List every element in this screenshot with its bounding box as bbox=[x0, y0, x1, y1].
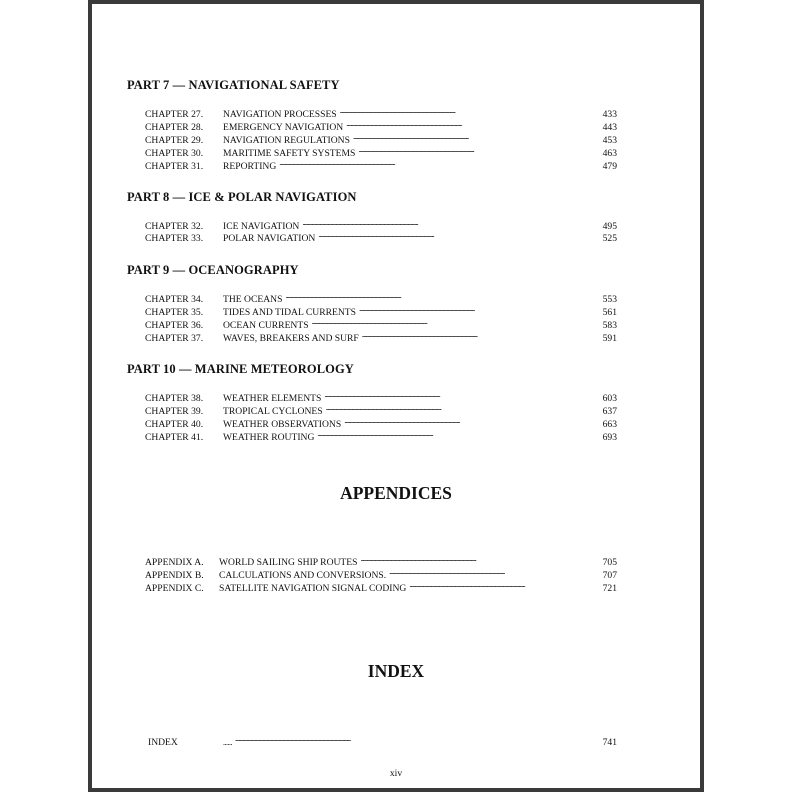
toc-entry-chapter-41[interactable] bbox=[145, 427, 617, 443]
page-number: 637 bbox=[602, 406, 617, 417]
appendices-heading: APPENDICES bbox=[340, 483, 452, 503]
appendix-label: APPENDIX C. bbox=[145, 583, 204, 594]
chapter-label: CHAPTER 41. bbox=[145, 432, 204, 443]
page-number: 553 bbox=[602, 294, 617, 305]
dot-leader bbox=[409, 578, 601, 591]
chapter-title: WEATHER OBSERVATIONS bbox=[223, 419, 342, 430]
chapter-label: CHAPTER 37. bbox=[145, 333, 204, 344]
dot-leader bbox=[235, 732, 602, 745]
page-number: 525 bbox=[602, 233, 617, 244]
chapter-title: NAVIGATION PROCESSES bbox=[223, 109, 337, 120]
chapter-label: CHAPTER 31. bbox=[145, 161, 204, 172]
chapter-title: WEATHER ELEMENTS bbox=[223, 393, 322, 404]
page-number: 663 bbox=[602, 419, 617, 430]
dot-leader bbox=[358, 143, 601, 156]
page-number: 433 bbox=[602, 109, 617, 120]
chapter-label: CHAPTER 40. bbox=[145, 419, 204, 430]
dot-leader bbox=[361, 552, 602, 565]
index-heading: INDEX bbox=[367, 661, 425, 681]
dot-leader bbox=[359, 302, 602, 315]
page-number: 705 bbox=[602, 557, 617, 568]
chapter-title: REPORTING bbox=[223, 161, 277, 172]
chapter-title: WEATHER ROUTING bbox=[223, 432, 315, 443]
dot-leader bbox=[279, 156, 601, 169]
chapter-title: MARITIME SAFETY SYSTEMS bbox=[223, 148, 356, 159]
chapter-title: WAVES, BREAKERS AND SURF bbox=[223, 333, 359, 344]
chapter-label: CHAPTER 35. bbox=[145, 307, 204, 318]
toc-entry-chapter-35[interactable] bbox=[145, 302, 617, 318]
page-number: 721 bbox=[602, 583, 617, 594]
toc-entry-appendix-b[interactable] bbox=[145, 565, 617, 581]
page-number: 707 bbox=[602, 570, 617, 581]
page-folio: xiv bbox=[389, 768, 403, 779]
chapter-label: CHAPTER 32. bbox=[145, 221, 204, 232]
dot-leader bbox=[344, 414, 601, 427]
page-number: 479 bbox=[602, 161, 617, 172]
toc-entry-index[interactable] bbox=[148, 732, 617, 748]
appendix-label: APPENDIX B. bbox=[145, 570, 204, 581]
toc-entry-appendix-a[interactable] bbox=[145, 552, 617, 568]
chapter-title: OCEAN CURRENTS bbox=[223, 320, 309, 331]
toc-entry-appendix-c[interactable] bbox=[145, 578, 617, 594]
dot-leader bbox=[285, 289, 601, 302]
part-9-heading: PART 9 — OCEANOGRAPHY bbox=[127, 263, 299, 277]
chapter-label: CHAPTER 33. bbox=[145, 233, 204, 244]
page-number: 591 bbox=[602, 333, 617, 344]
chapter-label: CHAPTER 28. bbox=[145, 122, 204, 133]
chapter-title: ICE NAVIGATION bbox=[223, 221, 300, 232]
appendix-title: WORLD SAILING SHIP ROUTES bbox=[219, 557, 358, 568]
chapter-title: TIDES AND TIDAL CURRENTS bbox=[223, 307, 356, 318]
page-number: 741 bbox=[602, 737, 617, 748]
appendix-title: CALCULATIONS AND CONVERSIONS. bbox=[219, 570, 387, 581]
part-10-heading: PART 10 — MARINE METEOROLOGY bbox=[127, 362, 354, 376]
toc-entry-chapter-34[interactable] bbox=[145, 289, 617, 305]
toc-entry-chapter-36[interactable] bbox=[145, 315, 617, 331]
page-number: 603 bbox=[602, 393, 617, 404]
dot-leader bbox=[317, 427, 601, 440]
toc-entry-chapter-33[interactable] bbox=[145, 228, 617, 244]
page-number: 495 bbox=[602, 221, 617, 232]
chapter-label: CHAPTER 34. bbox=[145, 294, 204, 305]
index-leader-start: ...... bbox=[223, 738, 232, 747]
chapter-label: CHAPTER 30. bbox=[145, 148, 204, 159]
document-page bbox=[88, 0, 704, 792]
dot-leader bbox=[318, 228, 601, 241]
page-number: 463 bbox=[602, 148, 617, 159]
chapter-label: CHAPTER 38. bbox=[145, 393, 204, 404]
index-label: INDEX bbox=[148, 737, 178, 748]
page-number: 583 bbox=[602, 320, 617, 331]
chapter-title: EMERGENCY NAVIGATION bbox=[223, 122, 344, 133]
chapter-title: POLAR NAVIGATION bbox=[223, 233, 316, 244]
chapter-label: CHAPTER 27. bbox=[145, 109, 204, 120]
dot-leader bbox=[389, 565, 602, 578]
dot-leader bbox=[312, 315, 602, 328]
toc-entry-chapter-37[interactable] bbox=[145, 328, 617, 344]
dot-leader bbox=[326, 401, 602, 414]
toc-entry-chapter-29[interactable] bbox=[145, 130, 617, 146]
chapter-label: CHAPTER 36. bbox=[145, 320, 204, 331]
appendix-label: APPENDIX A. bbox=[145, 557, 204, 568]
chapter-title: NAVIGATION REGULATIONS bbox=[223, 135, 350, 146]
part-7-heading: PART 7 — NAVIGATIONAL SAFETY bbox=[127, 78, 340, 92]
toc-entry-chapter-39[interactable] bbox=[145, 401, 617, 417]
chapter-title: THE OCEANS bbox=[223, 294, 283, 305]
part-8-heading: PART 8 — ICE & POLAR NAVIGATION bbox=[127, 190, 357, 204]
page-number: 561 bbox=[602, 307, 617, 318]
chapter-label: CHAPTER 29. bbox=[145, 135, 204, 146]
toc-entry-chapter-31[interactable] bbox=[145, 156, 617, 172]
appendix-title: SATELLITE NAVIGATION SIGNAL CODING bbox=[219, 583, 407, 594]
toc-entry-chapter-28[interactable] bbox=[145, 117, 617, 133]
toc-entry-chapter-30[interactable] bbox=[145, 143, 617, 159]
dot-leader bbox=[362, 328, 602, 341]
chapter-label: CHAPTER 39. bbox=[145, 406, 204, 417]
page-number: 693 bbox=[602, 432, 617, 443]
page-number: 443 bbox=[602, 122, 617, 133]
toc-entry-chapter-38[interactable] bbox=[145, 388, 617, 404]
page-number: 453 bbox=[602, 135, 617, 146]
dot-leader bbox=[340, 104, 602, 117]
toc-entry-chapter-40[interactable] bbox=[145, 414, 617, 430]
dot-leader bbox=[353, 130, 602, 143]
chapter-title: TROPICAL CYCLONES bbox=[223, 406, 323, 417]
dot-leader bbox=[346, 117, 601, 130]
dot-leader bbox=[324, 388, 601, 401]
toc-entry-chapter-27[interactable] bbox=[145, 104, 617, 120]
